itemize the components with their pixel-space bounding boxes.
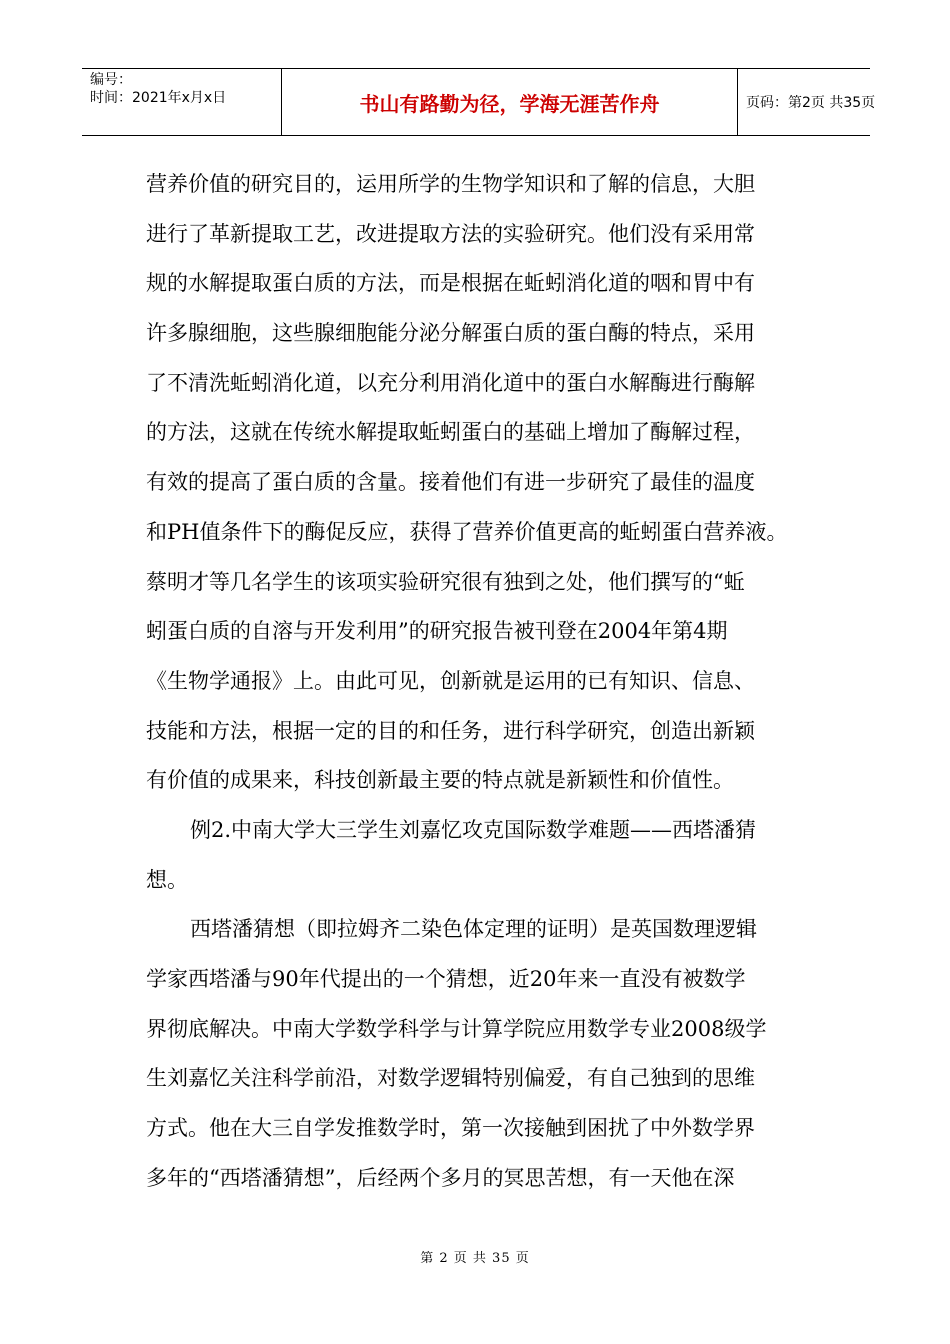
text-line: 想。 [146,867,188,892]
page-footer: 第 2 页 共 35 页 [420,1251,530,1266]
header-meta [82,69,282,135]
header-motto: 书山有路勤为径，学海无涯苦作舟 [282,69,738,135]
text-line: 营养价值的研究目的，运用所学的生物学知识和了解的信息，大胆 [146,172,755,196]
text-line: 了不清洗蚯蚓消化道，以充分利用消化道中的蛋白水解酶进行酶解 [146,370,755,395]
text-line: 界彻底解决。中南大学数学科学与计算学院应用数学专业2008级学 [146,1016,767,1041]
text-line: 生刘嘉忆关注科学前沿，对数学逻辑特别偏爱，有自己独到的思维 [146,1066,755,1091]
header-page-info: 页码：第2页 共35页 [746,95,876,111]
text-line: 技能和方法，根据一定的目的和任务，进行科学研究，创造出新颖 [146,718,755,743]
text-line: 的方法，这就在传统水解提取蚯蚓蛋白的基础上增加了酶解过程， [146,420,755,445]
text-line: 和PH值条件下的酶促反应，获得了营养价值更高的蚯蚓蛋白营养液。 [146,519,788,544]
text-line: 有效的提高了蛋白质的含量。接着他们有进一步研究了最佳的温度 [146,470,755,495]
text-line: 西塔潘猜想（即拉姆齐二染色体定理的证明）是英国数理逻辑 [190,917,757,942]
document-body [146,160,806,1203]
text-line: 方式。他在大三自学发推数学时，第一次接触到困扰了中外数学界 [146,1116,755,1141]
text-line: 《生物学通报》上。由此可见，创新就是运用的已有知识、信息、 [146,668,755,693]
number-label: 编号： [90,72,132,88]
text-line: 规的水解提取蛋白质的方法，而是根据在蚯蚓消化道的咽和胃中有 [146,271,755,296]
text-line: 进行了革新提取工艺，改进提取方法的实验研究。他们没有采用常 [146,221,755,246]
text-line: 蔡明才等几名学生的该项实验研究很有独到之处，他们撰写的“蚯 [146,569,745,594]
text-line: 学家西塔潘与90年代提出的一个猜想，近20年来一直没有被数学 [146,967,746,991]
text-line: 有价值的成果来，科技创新最主要的特点就是新颖性和价值性。 [146,768,734,793]
text-line: 蚓蛋白质的自溶与开发利用”的研究报告被刊登在2004年第4期 [146,619,728,644]
text-line: 许多腺细胞，这些腺细胞能分泌分解蛋白质的蛋白酶的特点，采用 [146,321,755,346]
text-line: 例2.中南大学大三学生刘嘉忆攻克国际数学难题——西塔潘猜 [190,817,757,842]
text-line: 多年的“西塔潘猜想”，后经两个多月的冥思苦想，有一天他在深 [146,1165,735,1190]
page-header [82,68,876,136]
time-label: 时间：2021年x月x日 [90,90,227,106]
